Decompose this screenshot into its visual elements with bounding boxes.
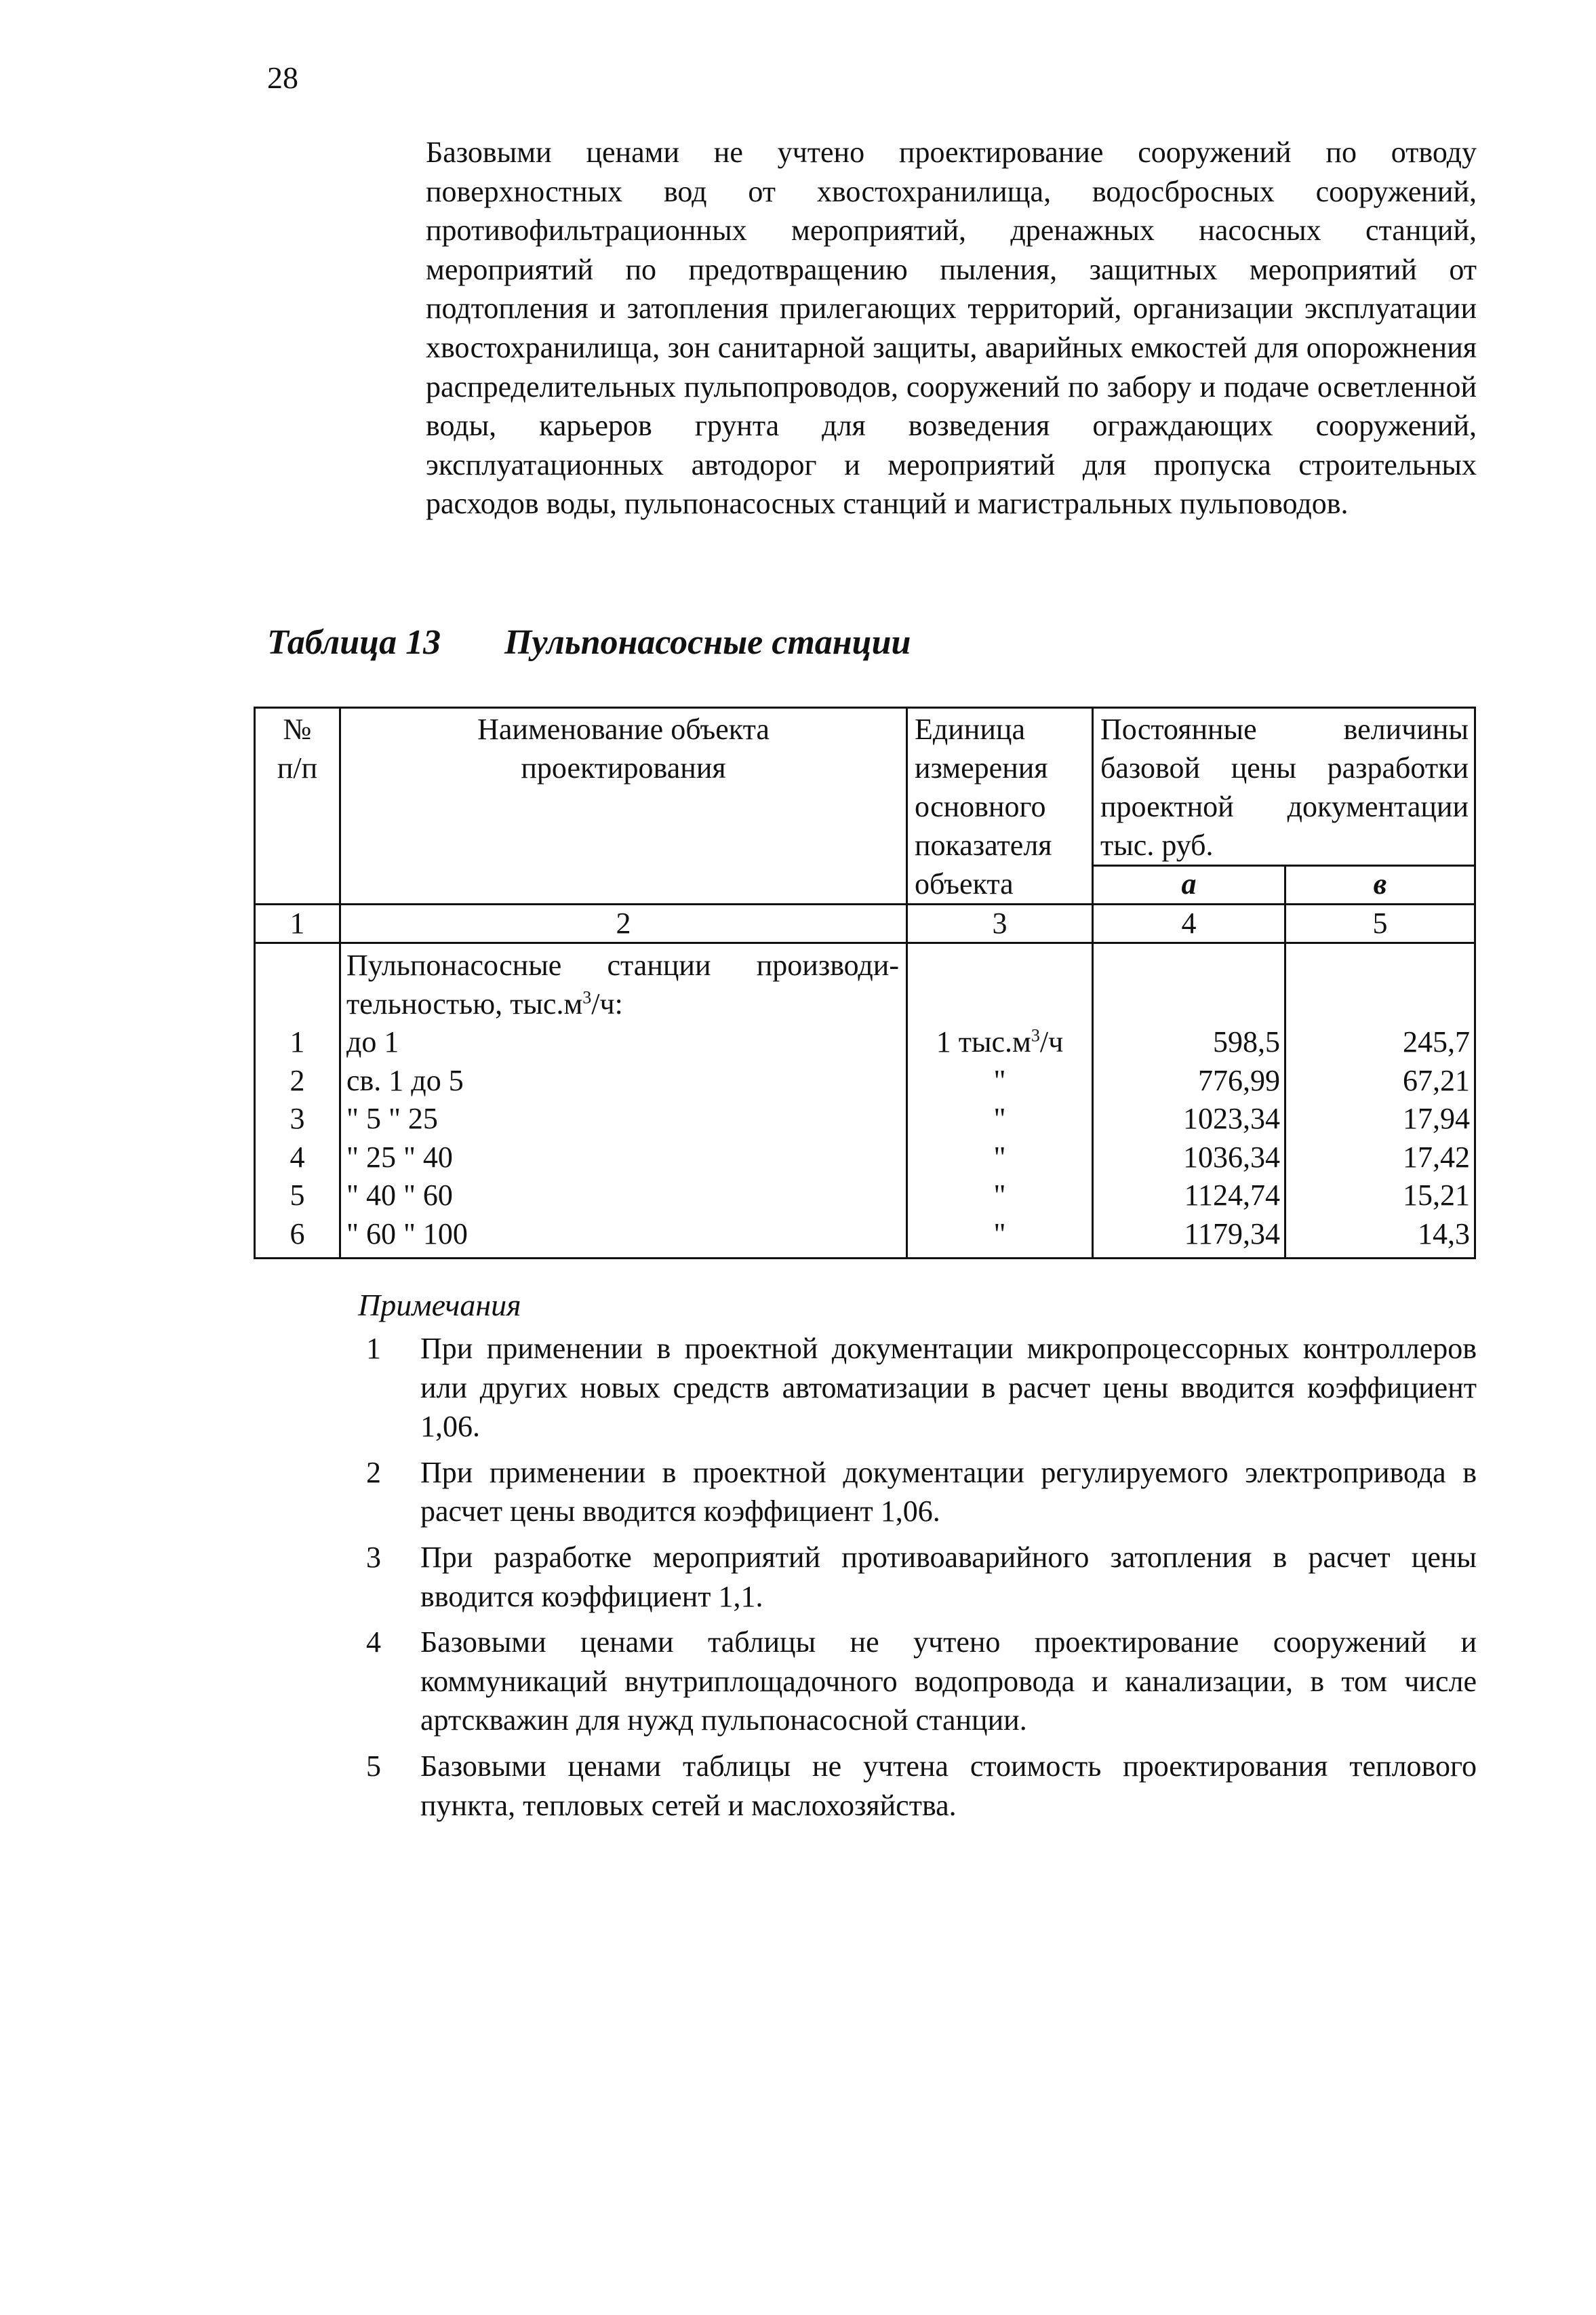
notes-heading: Примечания bbox=[358, 1288, 521, 1322]
row-num: 1 bbox=[290, 1025, 305, 1058]
row-unit-first: 1 $тыс.м^3/ч$ bbox=[936, 1025, 1064, 1058]
group-title-line2: тельностью, $тыс.м^3/ч$: bbox=[346, 987, 623, 1021]
body-unit-column bbox=[907, 943, 1093, 1259]
row-num: 3 bbox=[290, 1102, 305, 1135]
row-value-b: 245,7 bbox=[1403, 1025, 1470, 1058]
group-title-line1: Пульпонасосные станции производи- bbox=[346, 949, 899, 982]
header-name-line1: Наименование объекта bbox=[477, 713, 770, 746]
row-name: до 1 bbox=[346, 1025, 399, 1058]
row-value-b: 15,21 bbox=[1403, 1179, 1470, 1212]
stations-table bbox=[254, 707, 1476, 1259]
header-unit bbox=[907, 708, 1093, 905]
row-value-a: 598,5 bbox=[1213, 1025, 1280, 1058]
note-number: 5 bbox=[366, 1749, 381, 1783]
row-name: св. 1 до 5 bbox=[346, 1063, 464, 1097]
row-value-a: 1124,74 bbox=[1184, 1179, 1280, 1212]
column-number: 2 bbox=[340, 905, 907, 943]
header-unit-line2: измерения bbox=[915, 751, 1048, 785]
header-const-line3: проектной документации bbox=[1100, 790, 1469, 823]
row-value-a: 1023,34 bbox=[1183, 1102, 1280, 1135]
row-value-a: 776,99 bbox=[1198, 1063, 1280, 1097]
note-number: 4 bbox=[366, 1625, 381, 1659]
header-sub-a: а bbox=[1093, 866, 1285, 905]
note-item bbox=[366, 1623, 1477, 1740]
column-number: 4 bbox=[1093, 905, 1285, 943]
note-text: При разработке мероприятий противоаварийного затопления в расчет цены вводится коэффициент 1,1. bbox=[420, 1540, 1477, 1613]
row-name: " 5 " 25 bbox=[346, 1102, 438, 1135]
header-const-line1: Постоянные величины bbox=[1100, 713, 1469, 746]
note-text: При применении в проектной документации регулируемого электропривода в расчет цены вводится коэффициент 1,06. bbox=[420, 1455, 1477, 1528]
row-num: 2 bbox=[290, 1063, 305, 1097]
row-value-b: 14,3 bbox=[1418, 1216, 1470, 1250]
note-item bbox=[366, 1329, 1477, 1446]
page-number: 28 bbox=[267, 60, 298, 95]
column-number: 3 bbox=[907, 905, 1093, 943]
row-unit: " bbox=[993, 1102, 1006, 1135]
header-constants bbox=[1093, 708, 1475, 866]
row-name: " 60 " 100 bbox=[346, 1216, 468, 1250]
column-number: 1 bbox=[255, 905, 340, 943]
row-num: 5 bbox=[290, 1179, 305, 1212]
note-item bbox=[366, 1747, 1477, 1825]
header-sub-b: в bbox=[1285, 866, 1475, 905]
header-unit-line4: показателя bbox=[915, 829, 1052, 862]
row-num: 4 bbox=[290, 1140, 305, 1174]
row-name: " 25 " 40 bbox=[346, 1140, 453, 1174]
row-unit: " bbox=[993, 1179, 1006, 1212]
note-item bbox=[366, 1538, 1477, 1616]
row-unit: " bbox=[993, 1140, 1006, 1174]
row-value-b: 17,94 bbox=[1403, 1102, 1470, 1135]
row-value-b: 17,42 bbox=[1403, 1140, 1470, 1174]
table-caption-title: Пульпонасосные станции bbox=[504, 623, 911, 662]
header-num-line2: п/п bbox=[277, 751, 318, 785]
note-text: Базовыми ценами таблицы не учтено проектирование сооружений и коммуникаций внутриплощадочного водопровода и канализации, в том числе артскважин для нужд пульпонасосной станции. bbox=[420, 1625, 1477, 1737]
note-item bbox=[366, 1453, 1477, 1531]
row-value-a: 1179,34 bbox=[1184, 1216, 1280, 1250]
note-text: Базовыми ценами таблицы не учтена стоимость проектирования теплового пункта, тепловых сетей и маслохозяйства. bbox=[420, 1749, 1477, 1822]
header-const-line4: тыс. руб. bbox=[1100, 829, 1214, 862]
row-num: 6 bbox=[290, 1216, 305, 1250]
notes-list bbox=[366, 1329, 1477, 1832]
body-name-column bbox=[340, 943, 907, 1259]
row-name: " 40 " 60 bbox=[346, 1179, 453, 1212]
body-a-column bbox=[1093, 943, 1285, 1259]
header-name-line2: проектирования bbox=[521, 751, 726, 785]
header-const-line2: базовой цены разработки bbox=[1100, 751, 1469, 785]
note-number: 2 bbox=[366, 1455, 381, 1489]
note-number: 3 bbox=[366, 1540, 381, 1574]
table-body-row bbox=[255, 943, 1475, 1259]
body-num-column bbox=[255, 943, 340, 1259]
header-num bbox=[255, 708, 340, 905]
row-value-a: 1036,34 bbox=[1183, 1140, 1280, 1174]
row-value-b: 67,21 bbox=[1403, 1063, 1470, 1097]
body-b-column bbox=[1285, 943, 1475, 1259]
column-number-row bbox=[255, 905, 1475, 943]
table-header-row bbox=[255, 708, 1475, 866]
header-name bbox=[340, 708, 907, 905]
header-unit-line5: объекта bbox=[915, 867, 1014, 901]
row-unit: " bbox=[993, 1216, 1006, 1250]
table-caption-label: Таблица 13 bbox=[267, 623, 441, 662]
note-number: 1 bbox=[366, 1332, 381, 1365]
column-number: 5 bbox=[1285, 905, 1475, 943]
intro-paragraph: Базовыми ценами не учтено проектирование сооружений по отводу поверхностных вод от хвостохранилища, водосбросных сооружений, противофильтрационных мероприятий, дренажных насосных станций, мероприятий по предотвращению пыления, защитных мероприятий от подтопления и затопления прилегающих территорий, организации эксплуатации хвостохранилища, зон санитарной защиты, аварийных емкостей для опорожнения распределительных пульпопроводов, сооружений по забору и подаче осветленной воды, карьеров грунта для возведения ограждающих сооружений, эксплуатационных автодорог и мероприятий для пропуска строительных расходов воды, пульпонасосных станций и магистральных пульповодов. bbox=[426, 136, 1477, 521]
header-num-line1: № bbox=[283, 713, 312, 746]
header-unit-line3: основного bbox=[915, 790, 1046, 823]
row-unit: " bbox=[993, 1063, 1006, 1097]
note-text: При применении в проектной документации микропроцессорных контроллеров или других новых средств автоматизации в расчет цены вводится коэффициент 1,06. bbox=[420, 1332, 1477, 1444]
header-unit-line1: Единица bbox=[915, 713, 1025, 746]
